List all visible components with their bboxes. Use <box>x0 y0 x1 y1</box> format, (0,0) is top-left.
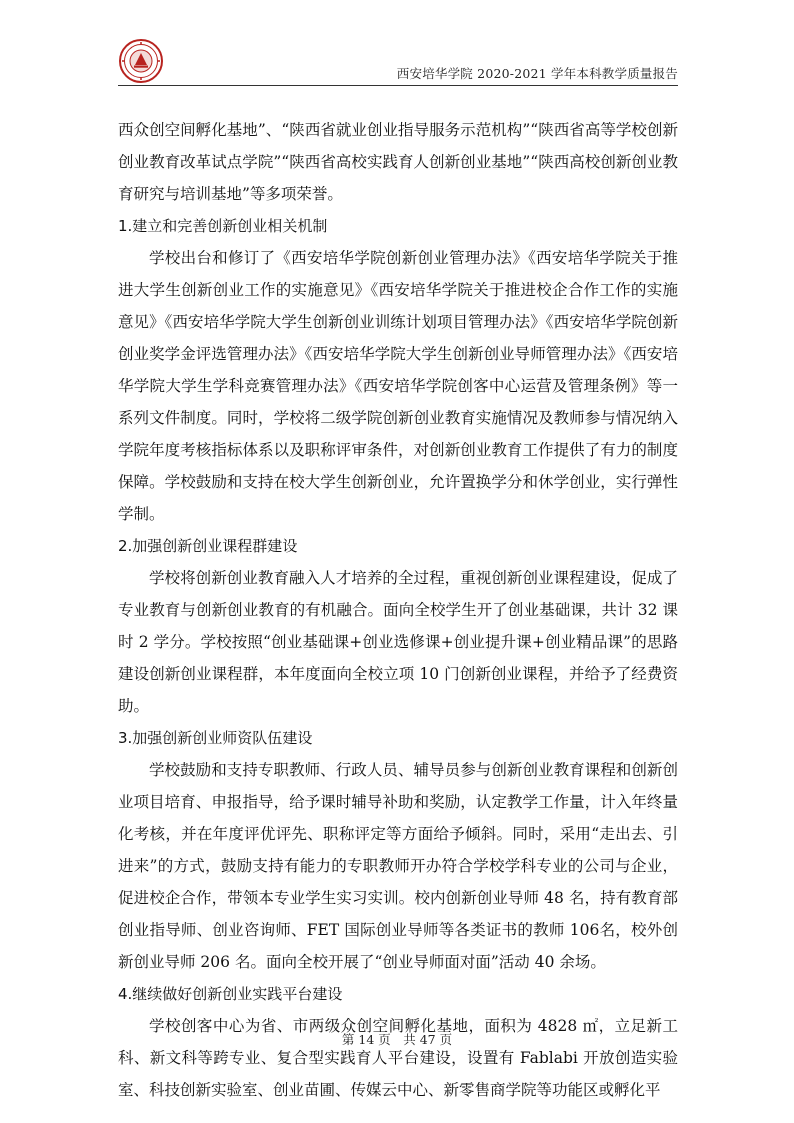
section-heading-4: 4.继续做好创新创业实践平台建设 <box>118 985 343 1003</box>
section-paragraph-1: 学校出台和修订了《西安培华学院创新创业管理办法》《西安培华学院关于推进大学生创新创业工作的实施意见》《西安培华学院关于推进校企合作工作的实施意见》《西安培华学院大学生创新创业训练计划项目管理办法》《西安培华学院创新创业奖学金评选管理办法》《西安培华学院大学生创新创业导师管理办法》《西安培华学院大学生学科竞赛管理办法》《西安培华学院创客中心运营及管理条例》等一系列文件制度。同时，学校将二级学院创新创业教育实施情况及教师参与情况纳入学院年度考核指标体系以及职称评审条件，对创新创业教育工作提供了有力的制度保障。学校鼓励和支持在校大学生创新创业，允许置换学分和休学创业，实行弹性学制。 <box>118 249 678 523</box>
page-body <box>118 114 678 1106</box>
report-title: 西安培华学院 2020-2021 学年本科教学质量报告 <box>396 66 678 81</box>
section-heading-3: 3.加强创新创业师资队伍建设 <box>118 729 313 747</box>
section-paragraph-3: 学校鼓励和支持专职教师、行政人员、辅导员参与创新创业教育课程和创新创业项目培育、申报指导，给予课时辅导补助和奖励，认定教学工作量，计入年终量化考核，并在年度评优评先、职称评定等方面给予倾斜。同时，采用“走出去、引进来”的方式，鼓励支持有能力的专职教师开办符合学校学科专业的公司与企业，促进校企合作，带领本专业学生实习实训。校内创新创业导师 48 名，持有教育部创业指导师、创业咨询师、FET 国际创业导师等各类证书的教师 106名，校外创新创业导师 206 名。面向全校开展了“创业导师面对面”活动 40 余场。 <box>118 761 678 971</box>
section-heading-1: 1.建立和完善创新创业相关机制 <box>118 217 328 235</box>
university-seal-icon <box>118 38 164 84</box>
page-number: 第 14 页 共 47 页 <box>341 1032 453 1047</box>
section-heading-2: 2.加强创新创业课程群建设 <box>118 537 298 555</box>
header-divider <box>118 85 678 86</box>
intro-paragraph: 西众创空间孵化基地”、“陕西省就业创业指导服务示范机构”“陕西省高等学校创新创业教育改革试点学院”“陕西省高校实践育人创新创业基地”“陕西高校创新创业教育研究与培训基地”等多项荣誉。 <box>118 121 678 203</box>
page-header <box>118 38 678 86</box>
section-paragraph-4: 学校创客中心为省、市两级众创空间孵化基地，面积为 4828 ㎡，立足新工科、新文科等跨专业、复合型实践育人平台建设，设置有 Fablabi 开放创造实验室、科技创新实验室、创业苗圃、传媒云中心、新零售商学院等功能区或孵化平 <box>118 1017 678 1099</box>
section-paragraph-2: 学校将创新创业教育融入人才培养的全过程，重视创新创业课程建设，促成了专业教育与创新创业教育的有机融合。面向全校学生开了创业基础课，共计 32 课时 2 学分。学校按照“创业基础课+创业选修课+创业提升课+创业精品课”的思路建设创新创业课程群，本年度面向全校立项 10 门创新创业课程，并给予了经费资助。 <box>118 569 678 715</box>
